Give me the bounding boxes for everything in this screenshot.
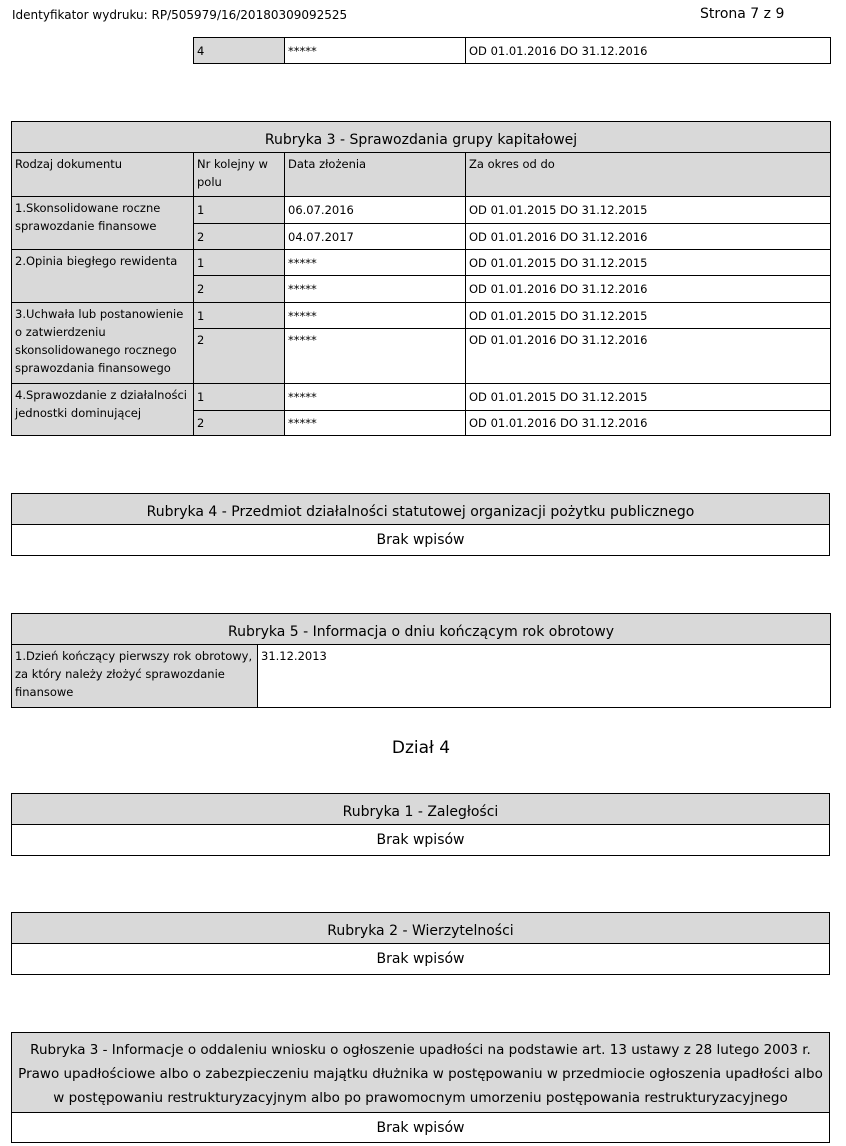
period-cell: OD 01.01.2015 DO 31.12.2015 — [466, 197, 831, 224]
period-cell: OD 01.01.2016 DO 31.12.2016 — [466, 411, 831, 436]
rubryka5-rok-table — [11, 613, 831, 708]
table-row — [12, 303, 831, 329]
nr-cell: 2 — [194, 224, 285, 250]
table-row — [12, 645, 831, 708]
no-entries-text: Brak wpisów — [12, 1113, 830, 1143]
date-cell: ***** — [285, 384, 466, 411]
document-type: 3.Uchwała lub postanowienie o zatwierdzeniu skonsolidowanego rocznego sprawozdania finansowego — [12, 303, 194, 384]
table-row — [194, 38, 831, 64]
section-title: Rubryka 4 - Przedmiot działalności statutowej organizacji pożytku publicznego — [12, 494, 830, 525]
table-row — [12, 197, 831, 224]
document-type: 2.Opinia biegłego rewidenta — [12, 250, 194, 303]
date-cell: 06.07.2016 — [285, 197, 466, 224]
nr-cell: 1 — [194, 197, 285, 224]
date-cell: ***** — [285, 250, 466, 276]
date-cell: ***** — [285, 276, 466, 303]
date-cell: ***** — [285, 38, 466, 64]
table-row — [12, 250, 831, 276]
section-title: Rubryka 2 - Wierzytelności — [12, 913, 830, 944]
page-number: Strona 7 z 9 — [700, 6, 785, 22]
no-entries-text: Brak wpisów — [12, 944, 830, 975]
period-cell: OD 01.01.2016 DO 31.12.2016 — [466, 38, 831, 64]
period-cell: OD 01.01.2016 DO 31.12.2016 — [466, 224, 831, 250]
section-title: Rubryka 5 - Informacja o dniu kończącym rok obrotowy — [12, 614, 831, 645]
date-cell: ***** — [285, 411, 466, 436]
nr-cell: 4 — [194, 38, 285, 64]
period-cell: OD 01.01.2015 DO 31.12.2015 — [466, 250, 831, 276]
nr-cell: 2 — [194, 329, 285, 384]
print-identifier: Identyfikator wydruku: RP/505979/16/20180309092525 — [12, 8, 348, 22]
column-header: Rodzaj dokumentu — [12, 153, 194, 197]
field-value: 31.12.2013 — [258, 645, 831, 708]
document-type: 4.Sprawozdanie z działalności jednostki dominującej — [12, 384, 194, 436]
column-header: Nr kolejny w polu — [194, 153, 285, 197]
column-header: Data złożenia — [285, 153, 466, 197]
date-cell: ***** — [285, 303, 466, 329]
period-cell: OD 01.01.2015 DO 31.12.2015 — [466, 303, 831, 329]
dzial4-rubryka3-table — [11, 1032, 830, 1143]
nr-cell: 2 — [194, 411, 285, 436]
nr-cell: 1 — [194, 384, 285, 411]
nr-cell: 1 — [194, 303, 285, 329]
date-cell: ***** — [285, 329, 466, 384]
no-entries-text: Brak wpisów — [12, 825, 830, 856]
no-entries-text: Brak wpisów — [12, 525, 830, 556]
nr-cell: 2 — [194, 276, 285, 303]
table-row — [12, 384, 831, 411]
period-cell: OD 01.01.2016 DO 31.12.2016 — [466, 276, 831, 303]
date-cell: 04.07.2017 — [285, 224, 466, 250]
column-header: Za okres od do — [466, 153, 831, 197]
dzial4-rubryka2-table — [11, 912, 830, 975]
section-title: Rubryka 3 - Informacje o oddaleniu wniosku o ogłoszenie upadłości na podstawie art. 13 ustawy z 28 lutego 2003 r. Prawo upadłościowe albo o zabezpieczeniu majątku dłużnika w postępowaniu w przedmiocie ogłoszenia upadłości albo w postępowaniu restrukturyzacyjnym albo po prawomocnym umorzeniu postępowania restrukturyzacyjnego — [12, 1033, 830, 1113]
period-cell: OD 01.01.2016 DO 31.12.2016 — [466, 329, 831, 384]
dzial4-rubryka1-table — [11, 793, 830, 856]
rubryka4-opp-table — [11, 493, 830, 556]
document-type: 1.Skonsolidowane roczne sprawozdanie finansowe — [12, 197, 194, 250]
column-header-row — [12, 153, 831, 197]
period-cell: OD 01.01.2015 DO 31.12.2015 — [466, 384, 831, 411]
section-title: Rubryka 3 - Sprawozdania grupy kapitałowej — [12, 122, 831, 153]
nr-cell: 1 — [194, 250, 285, 276]
section-heading-dzial-4: Dział 4 — [391, 738, 451, 758]
rubryka3-grupy-table — [11, 121, 831, 436]
field-label: 1.Dzień kończący pierwszy rok obrotowy, za który należy złożyć sprawozdanie finansowe — [12, 645, 258, 708]
section-title: Rubryka 1 - Zaległości — [12, 794, 830, 825]
carryover-table — [193, 37, 831, 64]
